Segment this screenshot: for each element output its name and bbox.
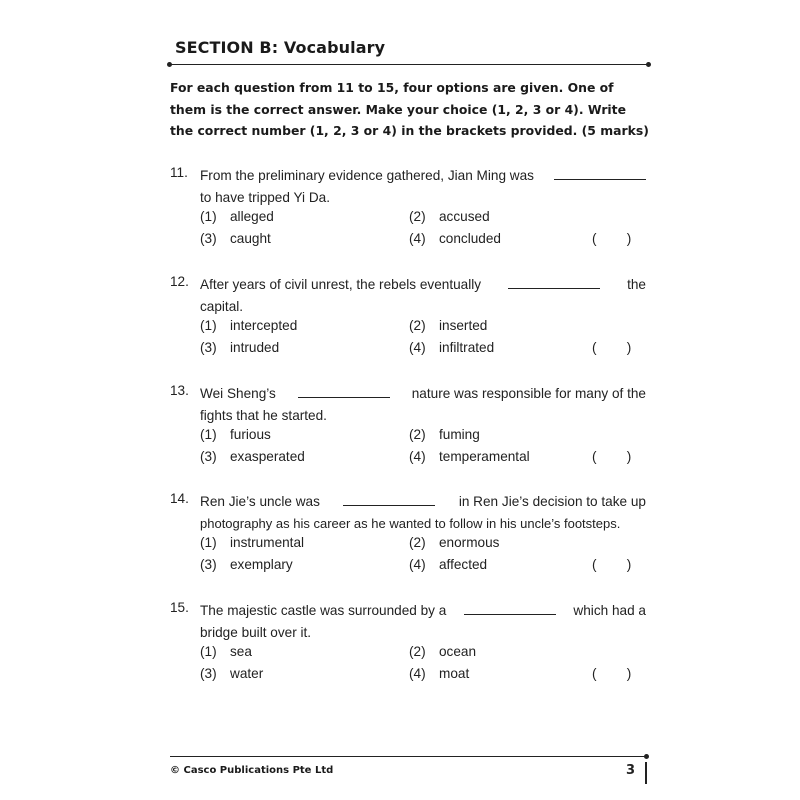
option-4: (4) infiltrated [409,340,495,355]
page-marker-bar [645,762,647,784]
option-3: (3) exemplary [200,557,293,572]
option-1: (1) intercepted [200,318,298,333]
question-text [200,600,646,643]
option-4: (4) temperamental [409,449,530,464]
question-text-line2: to have tripped Yi Da. [200,189,330,205]
answer-blank [464,613,556,615]
question-text-part: nature was responsible for many of the [411,386,646,401]
answer-brackets: ( ) [592,231,632,246]
option-4: (4) moat [409,666,470,681]
question-text-part: Ren Jie’s uncle was [200,494,320,509]
answer-brackets: ( ) [592,666,632,681]
answer-brackets: ( ) [592,557,632,572]
section-title: SECTION B: Vocabulary [175,38,386,57]
question-text-line2: bridge built over it. [200,624,312,640]
top-rule [170,64,648,65]
question-text [200,491,646,534]
rule-dot-bottom [644,754,649,759]
question-text-part: which had a [573,603,646,618]
question-text [200,274,646,317]
question-number: 12. [170,274,189,289]
question-text-part: Wei Sheng’s [200,386,276,401]
page-number: 3 [626,763,636,778]
question-text [200,165,646,208]
option-2: (2) inserted [409,318,488,333]
question-text-part: in Ren Jie’s decision to take up [458,494,646,509]
answer-blank [298,396,390,398]
answer-brackets: ( ) [592,449,632,464]
option-2: (2) accused [409,209,490,224]
answer-blank [554,178,646,180]
publisher-credit: © Casco Publications Pte Ltd [170,765,334,776]
option-3: (3) exasperated [200,449,305,464]
option-1: (1) sea [200,644,252,659]
option-4: (4) concluded [409,231,501,246]
option-3: (3) water [200,666,264,681]
question-number: 14. [170,491,189,506]
question-text-part: The majestic castle was surrounded by a [200,603,447,618]
option-1: (1) furious [200,427,271,442]
question-number: 15. [170,600,189,615]
question-text-part: After years of civil unrest, the rebels eventually [200,277,482,292]
question-text-line2: photography as his career as he wanted to follow in his uncle’s footsteps. [200,515,621,531]
option-4: (4) affected [409,557,488,572]
question-number: 13. [170,383,189,398]
rule-dot-right [646,62,651,67]
rule-dot-left [167,62,172,67]
option-2: (2) fuming [409,427,480,442]
option-3: (3) caught [200,231,271,246]
answer-blank [343,504,435,506]
question-text-line2: fights that he started. [200,407,327,423]
option-1: (1) instrumental [200,535,305,550]
question-number: 11. [170,165,188,180]
question-text-part: From the preliminary evidence gathered, Jian Ming was [200,168,534,183]
answer-brackets: ( ) [592,340,632,355]
bottom-rule [170,756,648,757]
option-3: (3) intruded [200,340,280,355]
question-text-line2: capital. [200,298,244,314]
instructions: For each question from 11 to 15, four options are given. One of them is the correct answer. Make your choice (1, 2, 3 or 4). Write the correct number (1, 2, 3 or 4) in the brackets provided. (5 marks) [170,80,649,138]
option-2: (2) enormous [409,535,500,550]
option-1: (1) alleged [200,209,274,224]
question-text-part: the [627,277,646,292]
answer-blank [508,287,600,289]
question-text [200,383,646,426]
option-2: (2) ocean [409,644,477,659]
